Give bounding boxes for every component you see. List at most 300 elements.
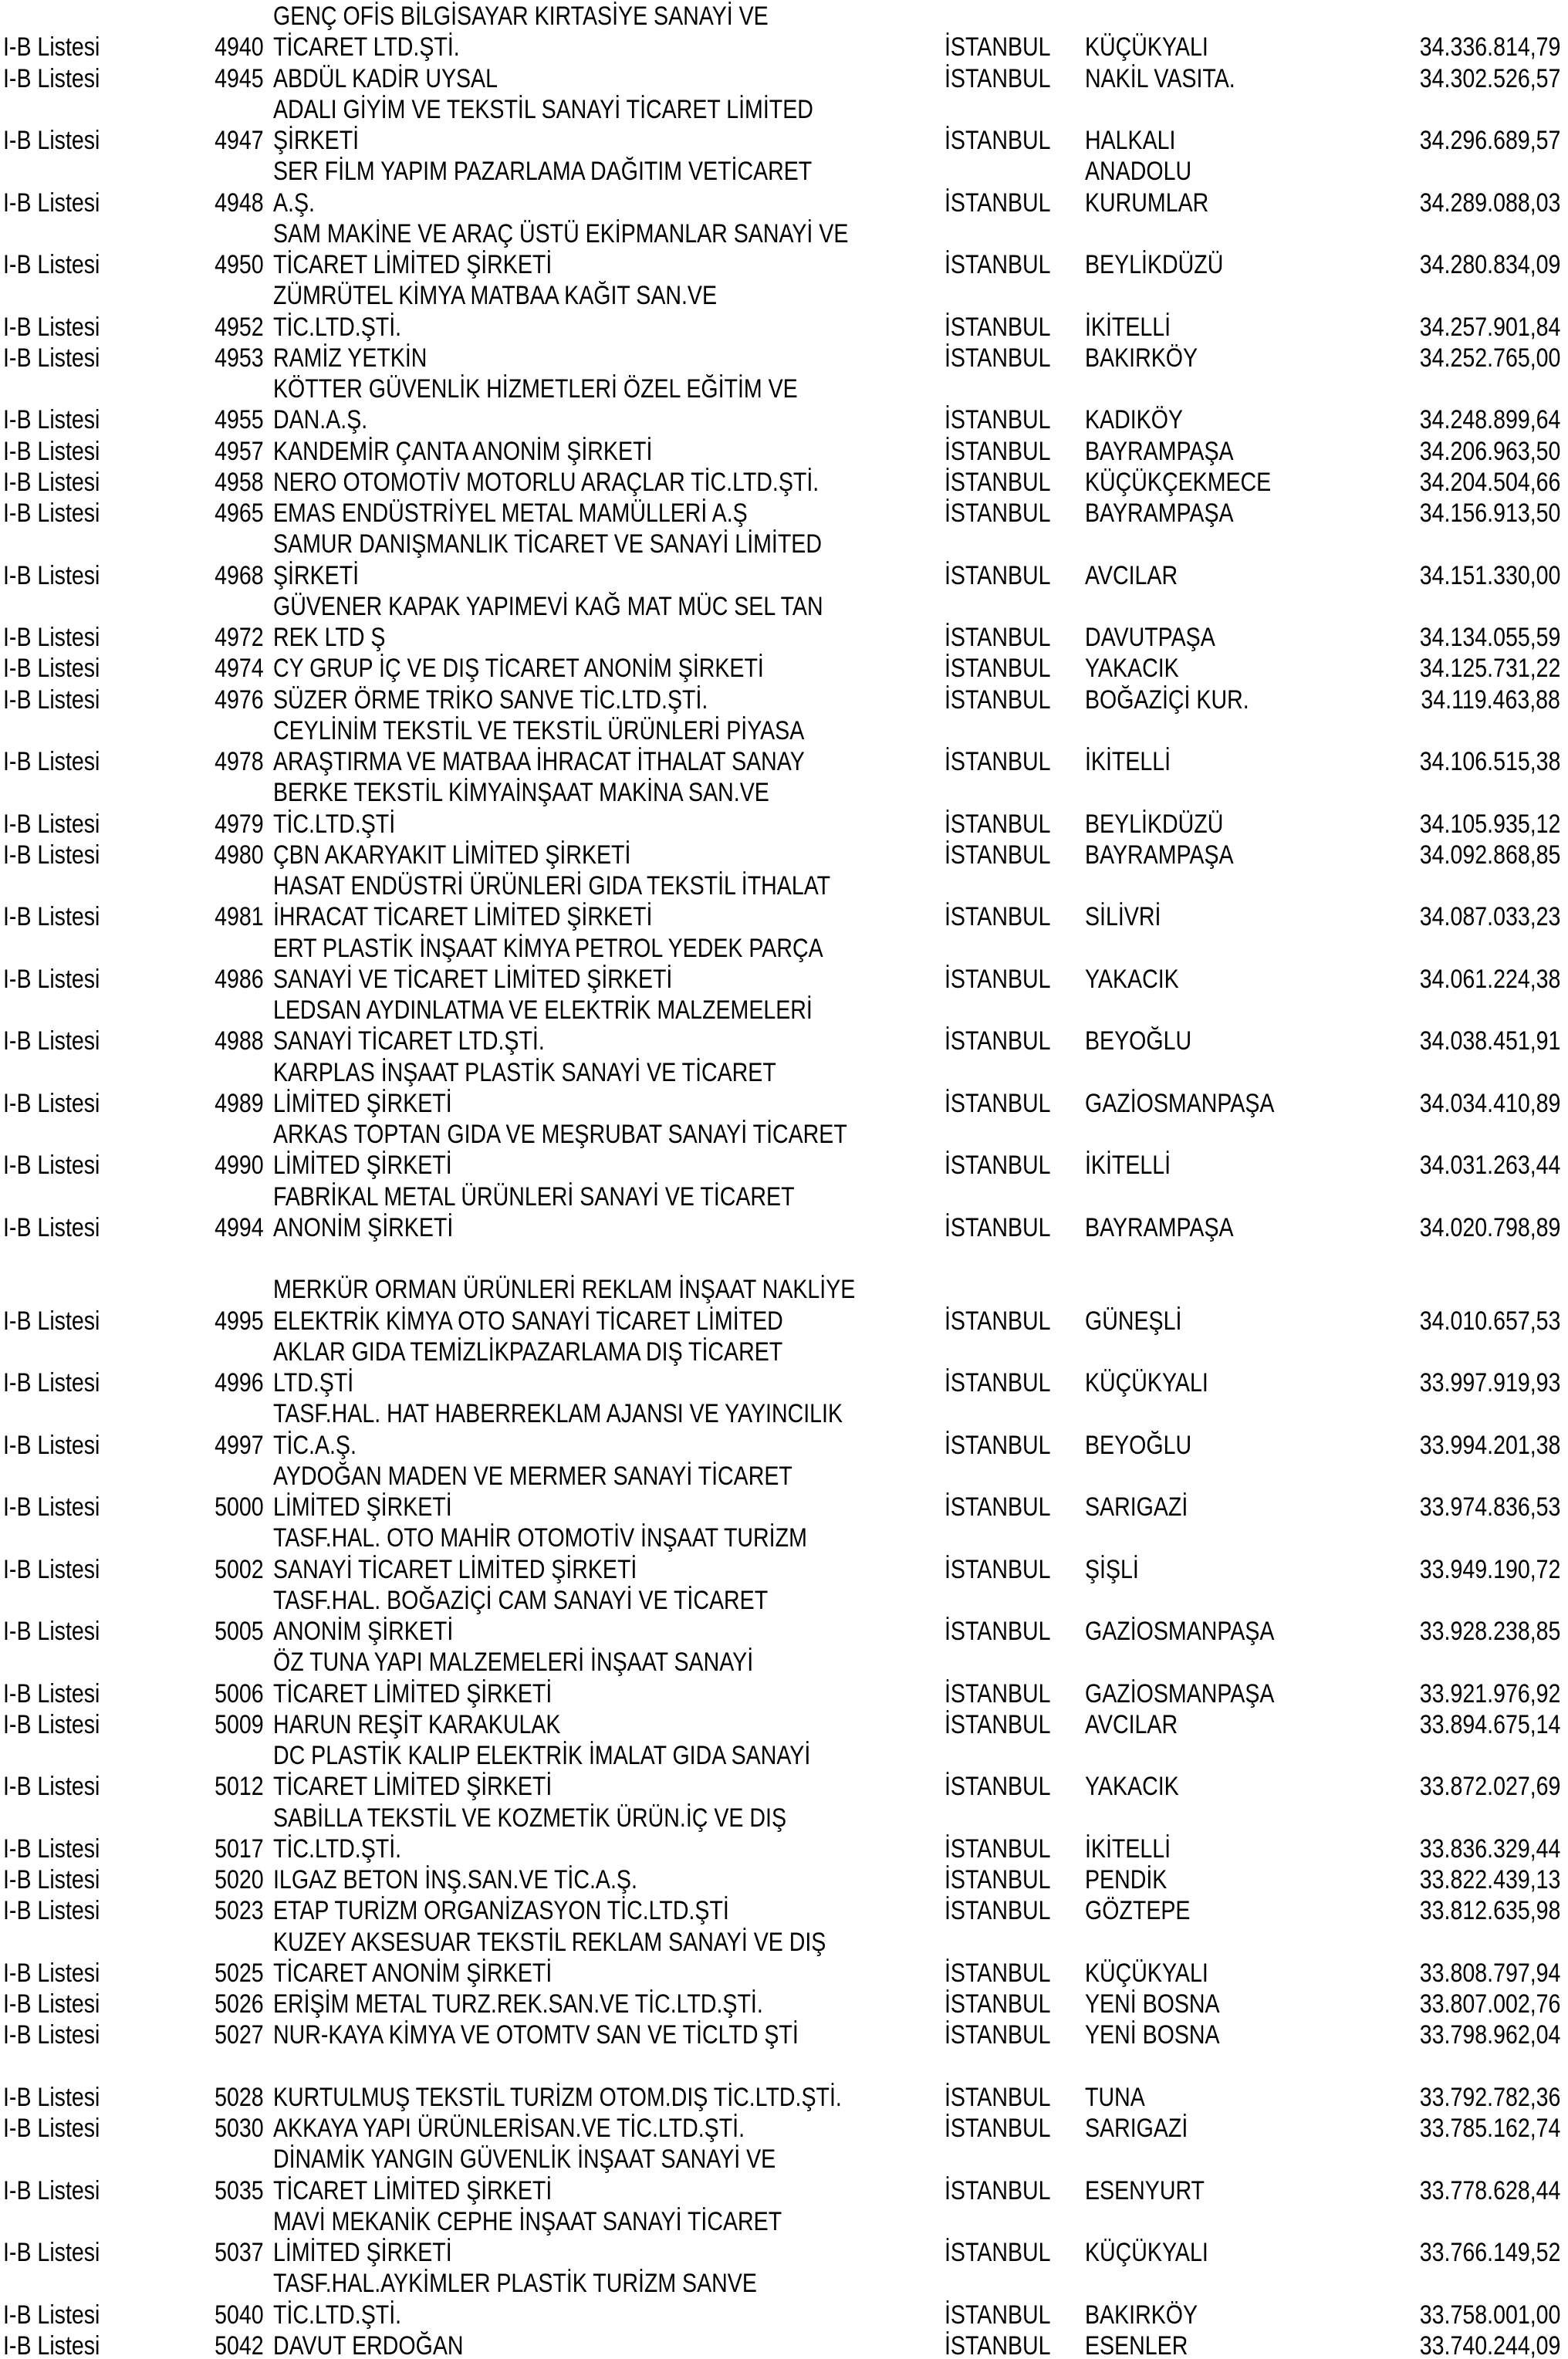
row-rank — [93, 2300, 264, 2330]
company-name — [273, 32, 495, 63]
company-name-text: ANONİM ŞİRKETİ — [273, 1213, 454, 1242]
row-label-text: I-B Listesi — [3, 809, 100, 839]
city — [945, 1150, 1071, 1181]
city — [945, 684, 1071, 715]
row-label-text: I-B Listesi — [3, 1959, 100, 1988]
row-rank — [93, 2237, 264, 2268]
city — [945, 2175, 1071, 2206]
district — [1085, 1864, 1183, 1895]
city — [945, 467, 1071, 498]
company-name-wrap — [273, 933, 928, 964]
row-rank — [93, 32, 264, 63]
company-name — [273, 560, 375, 591]
row-label-text: I-B Listesi — [3, 747, 100, 776]
row-rank — [93, 467, 264, 498]
city — [945, 1709, 1071, 1740]
company-name — [273, 684, 791, 715]
district — [1085, 125, 1193, 156]
table-row-main-line — [0, 1026, 1568, 1056]
row-label-text: I-B Listesi — [3, 654, 100, 683]
company-name-wrap-text: DİNAMİK YANGIN GÜVENLİK İNŞAAT SANAYİ VE — [273, 2144, 776, 2174]
company-name — [273, 1554, 706, 1585]
row-rank — [93, 2019, 264, 2050]
amount-text: 33.740.244,09 — [1419, 2331, 1560, 2359]
table-row-main-line — [0, 746, 1568, 777]
table-row-main-line — [0, 1306, 1568, 1337]
company-name-wrap-text: FABRİKAL METAL ÜRÜNLERİ SANAYİ VE TİCARET — [273, 1182, 795, 1212]
row-rank — [93, 901, 264, 932]
city-text: İSTANBUL — [945, 343, 1051, 373]
district — [1085, 1771, 1197, 1802]
amount-text: 34.092.868,85 — [1419, 840, 1560, 870]
row-label-text: I-B Listesi — [3, 2300, 100, 2330]
table-row-main-line — [0, 2175, 1568, 2206]
table-row-wrap-line — [0, 1647, 1568, 1678]
city-text: İSTANBUL — [945, 1026, 1051, 1056]
table-row-main-line — [0, 1958, 1568, 1989]
city-text: İSTANBUL — [945, 1368, 1051, 1397]
row-rank-text: 4953 — [215, 343, 264, 373]
company-name-wrap-text: DC PLASTİK KALIP ELEKTRİK İMALAT GIDA SANAYİ — [273, 1741, 811, 1770]
amount — [1242, 63, 1560, 94]
table-row-wrap-line — [0, 777, 1568, 808]
company-name-wrap — [273, 1585, 862, 1616]
amount-text: 34.252.765,00 — [1419, 343, 1560, 373]
row-rank-text: 5025 — [215, 1959, 264, 1988]
district — [1085, 32, 1232, 63]
company-name — [273, 343, 456, 373]
amount-text: 34.302.526,57 — [1419, 64, 1560, 93]
company-name-wrap — [273, 2268, 849, 2299]
amount-text: 33.766.149,52 — [1419, 2238, 1560, 2267]
amount-text: 34.336.814,79 — [1419, 32, 1560, 62]
company-name-wrap — [273, 1337, 880, 1367]
district-text: GÖZTEPE — [1085, 1896, 1191, 1925]
amount-text: 34.119.463,88 — [1421, 685, 1560, 715]
company-name-text: İHRACAT TİCARET LİMİTED ŞİRKETİ — [273, 902, 653, 931]
table-row-wrap-line — [0, 156, 1568, 187]
company-name-text: DAN.A.Ş. — [273, 405, 368, 434]
row-rank-text: 4952 — [215, 313, 264, 342]
city — [945, 1492, 1071, 1523]
company-name — [273, 2175, 605, 2206]
city-text: İSTANBUL — [945, 1989, 1051, 2019]
company-name-wrap-text: SAM MAKİNE VE ARAÇ ÜSTÜ EKİPMANLAR SANAYİ VE — [273, 219, 849, 248]
company-name-wrap-text: SAMUR DANIŞMANLIK TİCARET VE SANAYİ LİMİTED — [273, 529, 822, 559]
row-label-text: I-B Listesi — [3, 1772, 100, 1801]
amount-text: 33.894.675,14 — [1419, 1710, 1560, 1739]
row-label-text: I-B Listesi — [3, 313, 100, 342]
city-text: İSTANBUL — [945, 902, 1051, 931]
row-rank-text: 5030 — [215, 2114, 264, 2143]
row-rank-text: 4990 — [215, 1151, 264, 1180]
district — [1085, 901, 1175, 932]
company-name-text: EMAS ENDÜSTRİYEL METAL MAMÜLLERİ A.Ş — [273, 498, 748, 528]
district — [1085, 2175, 1228, 2206]
company-name-text: ETAP TURİZM ORGANİZASYON TİC.LTD.ŞTİ — [273, 1896, 729, 1925]
table-row-wrap-line — [0, 870, 1568, 901]
table-row-main-line — [0, 2237, 1568, 2268]
row-label-text: I-B Listesi — [3, 1026, 100, 1056]
row-label-text: I-B Listesi — [3, 685, 100, 715]
city — [945, 2330, 1071, 2359]
row-rank — [93, 1864, 264, 1895]
district — [1085, 343, 1219, 373]
city — [945, 560, 1071, 591]
row-rank-text: 4996 — [215, 1368, 264, 1397]
row-rank — [93, 125, 264, 156]
amount-text: 33.785.162,74 — [1419, 2114, 1560, 2143]
table-row-wrap-line — [0, 933, 1568, 964]
row-rank — [93, 2330, 264, 2359]
district-text: KADIKÖY — [1085, 405, 1183, 434]
amount — [1242, 840, 1560, 870]
table-row-main-line — [0, 312, 1568, 343]
district-text: HALKALI — [1085, 126, 1176, 155]
company-name-wrap — [273, 715, 905, 746]
amount — [1242, 622, 1560, 653]
company-name-wrap — [273, 1523, 909, 1553]
city — [945, 32, 1071, 63]
city — [945, 2019, 1071, 2050]
district-text: KÜÇÜKYALI — [1085, 32, 1208, 62]
city-text: İSTANBUL — [945, 685, 1051, 715]
company-name-text: DAVUT ERDOĞAN — [273, 2331, 464, 2359]
city-text: İSTANBUL — [945, 1555, 1051, 1584]
city-text: İSTANBUL — [945, 1865, 1051, 1894]
company-name — [273, 1306, 880, 1337]
row-rank-text: 5002 — [215, 1555, 264, 1584]
city-text: İSTANBUL — [945, 965, 1051, 994]
row-label-text: I-B Listesi — [3, 1492, 100, 1522]
city — [945, 1678, 1071, 1709]
company-name-wrap — [273, 529, 926, 559]
district-text: BAYRAMPAŞA — [1085, 437, 1234, 466]
company-name-text: REK LTD Ş — [273, 623, 386, 652]
company-name — [273, 436, 725, 467]
company-name — [273, 622, 407, 653]
table-row-main-line — [0, 1678, 1568, 1709]
company-name-text: TİCARET LİMİTED ŞİRKETİ — [273, 250, 553, 279]
table-row-wrap-line — [0, 1523, 1568, 1553]
row-label-text: I-B Listesi — [3, 840, 100, 870]
city-text: İSTANBUL — [945, 1617, 1051, 1646]
row-rank — [93, 2175, 264, 2206]
table-row-wrap-line — [0, 1337, 1568, 1367]
company-name-text: TİCARET ANONİM ŞİRKETİ — [273, 1959, 553, 1988]
row-label-text: I-B Listesi — [3, 1151, 100, 1180]
district-text: SARIGAZİ — [1085, 2114, 1188, 2143]
city — [945, 1306, 1071, 1337]
company-name — [273, 809, 418, 840]
city-text: İSTANBUL — [945, 623, 1051, 652]
row-rank-text: 4979 — [215, 809, 264, 839]
company-name — [273, 1150, 486, 1181]
amount-text: 33.928.238,85 — [1419, 1617, 1560, 1646]
table-row-wrap-line — [0, 94, 1568, 125]
table-row-wrap-line — [0, 1119, 1568, 1150]
company-name-wrap — [273, 591, 928, 622]
row-rank — [93, 1771, 264, 1802]
company-name — [273, 1026, 596, 1056]
table-row-wrap-line — [0, 373, 1568, 404]
row-label-text: I-B Listesi — [3, 2176, 100, 2205]
row-rank-text: 5023 — [215, 1896, 264, 1925]
district — [1085, 964, 1197, 995]
row-rank-text: 5009 — [215, 1710, 264, 1739]
city — [945, 436, 1071, 467]
table-row-wrap-line — [0, 1585, 1568, 1616]
row-label-text: I-B Listesi — [3, 250, 100, 279]
table-row-main-line — [0, 2019, 1568, 2050]
table-row-main-line — [0, 964, 1568, 995]
company-name-wrap-text: TASF.HAL.AYKİMLER PLASTİK TURİZM SANVE — [273, 2269, 757, 2298]
company-name-wrap-text: ADALI GİYİM VE TEKSTİL SANAYİ TİCARET LİMİTED — [273, 95, 813, 124]
district-text: KÜÇÜKYALI — [1085, 2238, 1208, 2267]
amount-text: 33.778.628,44 — [1419, 2176, 1560, 2205]
row-label-text: I-B Listesi — [3, 1989, 100, 2019]
amount-text: 34.206.963,50 — [1419, 437, 1560, 466]
row-label-text: I-B Listesi — [3, 2331, 100, 2359]
row-rank-text: 5028 — [215, 2083, 264, 2112]
company-name-wrap-text: ARKAS TOPTAN GIDA VE MEŞRUBAT SANAYİ TİCARET — [273, 1120, 847, 1149]
company-name-wrap-text: CEYLİNİM TEKSTİL VE TEKSTİL ÜRÜNLERİ PİYASA — [273, 716, 805, 745]
district — [1085, 1306, 1200, 1337]
row-rank-text: 4955 — [215, 405, 264, 434]
company-name-wrap — [273, 1119, 956, 1150]
row-rank — [93, 809, 264, 840]
amount — [1242, 467, 1560, 498]
district — [1085, 2082, 1157, 2113]
city-text: İSTANBUL — [945, 2020, 1051, 2050]
district-text: NAKİL VASITA. — [1085, 64, 1235, 93]
row-rank — [93, 2082, 264, 2113]
city-text: İSTANBUL — [945, 809, 1051, 839]
amount — [1242, 746, 1560, 777]
city-text: İSTANBUL — [945, 2176, 1051, 2205]
amount — [1242, 1554, 1560, 1585]
district — [1085, 498, 1262, 529]
table-row-wrap-line — [0, 1927, 1568, 1958]
row-rank — [93, 684, 264, 715]
district-text: BEYOĞLU — [1085, 1431, 1192, 1460]
table-row-main-line — [0, 63, 1568, 94]
company-name-wrap-text: AKLAR GIDA TEMİZLİKPAZARLAMA DIŞ TİCARET — [273, 1337, 783, 1367]
row-rank-text: 4989 — [215, 1089, 264, 1118]
city-text: İSTANBUL — [945, 64, 1051, 93]
row-rank-text: 4994 — [215, 1213, 264, 1242]
district — [1085, 436, 1262, 467]
district-text: BAYRAMPAŞA — [1085, 1213, 1234, 1242]
table-row-main-line — [0, 1088, 1568, 1119]
district — [1085, 1895, 1210, 1926]
company-name-text: AKKAYA YAPI ÜRÜNLERİSAN.VE TİC.LTD.ŞTİ. — [273, 2114, 745, 2143]
amount — [1242, 560, 1560, 591]
city-text: İSTANBUL — [945, 405, 1051, 434]
amount — [1242, 1709, 1560, 1740]
city — [945, 2237, 1071, 2268]
company-name-wrap — [273, 995, 915, 1026]
table-row-main-line — [0, 2330, 1568, 2359]
city — [945, 249, 1071, 280]
table-row-wrap-line — [0, 218, 1568, 249]
company-name — [273, 1212, 488, 1243]
row-rank-text: 4940 — [215, 32, 264, 62]
city-text: İSTANBUL — [945, 468, 1051, 497]
row-rank-text: 4997 — [215, 1431, 264, 1460]
company-name-wrap — [273, 1803, 884, 1833]
row-rank-text: 4945 — [215, 64, 264, 93]
company-name — [273, 840, 699, 870]
city — [945, 901, 1071, 932]
company-name-text: TİCARET LİMİTED ŞİRKETİ — [273, 2176, 553, 2205]
district — [1085, 2330, 1208, 2359]
district-text: AVCILAR — [1085, 561, 1178, 590]
table-row-wrap-line — [0, 2206, 1568, 2237]
amount — [1242, 2019, 1560, 2050]
row-label-text: I-B Listesi — [3, 1896, 100, 1925]
city-text: İSTANBUL — [945, 1772, 1051, 1801]
city-text: İSTANBUL — [945, 1213, 1051, 1242]
table-row-main-line — [0, 188, 1568, 218]
row-rank — [93, 1958, 264, 1989]
row-rank-text: 4978 — [215, 747, 264, 776]
amount — [1242, 125, 1560, 156]
district-text: TUNA — [1085, 2083, 1145, 2112]
district-text: BEYLİKDÜZÜ — [1085, 250, 1224, 279]
city — [945, 1026, 1071, 1056]
company-name-text: ÇBN AKARYAKIT LİMİTED ŞİRKETİ — [273, 840, 631, 870]
city — [945, 2113, 1071, 2144]
amount-text: 34.105.935,12 — [1419, 809, 1560, 839]
table-row-main-line — [0, 343, 1568, 373]
company-name — [273, 1833, 426, 1864]
district-text: GAZİOSMANPAŞA — [1085, 1089, 1275, 1118]
city-text: İSTANBUL — [945, 250, 1051, 279]
district-wrap-text: ANADOLU — [1085, 157, 1192, 186]
district — [1085, 2019, 1245, 2050]
district — [1085, 809, 1250, 840]
company-name-text: TİC.LTD.ŞTİ. — [273, 313, 402, 342]
row-rank-text: 5027 — [215, 2020, 264, 2050]
company-name — [273, 2300, 426, 2330]
district — [1085, 2113, 1208, 2144]
district — [1085, 1989, 1245, 2019]
city — [945, 63, 1071, 94]
company-name — [273, 2082, 950, 2113]
amount — [1242, 1616, 1560, 1647]
city-text: İSTANBUL — [945, 1492, 1051, 1522]
city-text: İSTANBUL — [945, 654, 1051, 683]
amount-text: 33.792.782,36 — [1419, 2083, 1560, 2112]
table-row-main-line — [0, 436, 1568, 467]
row-label-text: I-B Listesi — [3, 902, 100, 931]
company-name — [273, 63, 540, 94]
city — [945, 809, 1071, 840]
company-name-wrap — [273, 1, 863, 32]
amount-text: 33.974.836,53 — [1419, 1492, 1560, 1522]
company-name-text: ELEKTRİK KİMYA OTO SANAYİ TİCARET LİMİTED — [273, 1306, 783, 1336]
amount-text: 33.949.190,72 — [1419, 1555, 1560, 1584]
city-text: İSTANBUL — [945, 126, 1051, 155]
city-text: İSTANBUL — [945, 1679, 1051, 1708]
table-row-wrap-line — [0, 280, 1568, 311]
amount — [1242, 1895, 1560, 1926]
amount — [1242, 188, 1560, 218]
amount — [1242, 809, 1560, 840]
company-name — [273, 1895, 816, 1926]
company-name-text: CY GRUP İÇ VE DIŞ TİCARET ANONİM ŞİRKETİ — [273, 654, 764, 683]
row-rank — [93, 840, 264, 870]
row-rank — [93, 63, 264, 94]
amount-text: 34.151.330,00 — [1419, 561, 1560, 590]
row-label-text: I-B Listesi — [3, 64, 100, 93]
company-name-wrap — [273, 870, 937, 901]
district-text: SARIGAZİ — [1085, 1492, 1188, 1522]
row-rank-text: 4958 — [215, 468, 264, 497]
company-name-text: KANDEMİR ÇANTA ANONİM ŞİRKETİ — [273, 437, 653, 466]
city — [945, 1895, 1071, 1926]
amount-text: 33.836.329,44 — [1419, 1834, 1560, 1864]
amount — [1242, 1367, 1560, 1398]
district — [1085, 2300, 1219, 2330]
city — [945, 1989, 1071, 2019]
amount-text: 33.921.976,92 — [1419, 1679, 1560, 1708]
table-row-wrap-line — [0, 1740, 1568, 1771]
table-row-wrap-line — [0, 715, 1568, 746]
company-name-wrap — [273, 280, 802, 311]
row-rank-text: 4948 — [215, 188, 264, 218]
company-name-wrap-text: BERKE TEKSTİL KİMYAİNŞAAT MAKİNA SAN.VE — [273, 778, 769, 807]
city — [945, 964, 1071, 995]
city-text: İSTANBUL — [945, 1896, 1051, 1925]
company-name-wrap — [273, 1461, 891, 1492]
district-text: İKİTELLİ — [1085, 1151, 1171, 1180]
amount-text: 34.038.451,91 — [1419, 1026, 1560, 1056]
amount — [1242, 1212, 1560, 1243]
district-text: BOĞAZİÇİ KUR. — [1085, 685, 1249, 715]
city-text: İSTANBUL — [945, 1710, 1051, 1739]
company-name-text: ARAŞTIRMA VE MATBAA İHRACAT İTHALAT SANAY — [273, 747, 805, 776]
district-text: YAKACIK — [1085, 654, 1179, 683]
company-name — [273, 125, 375, 156]
district — [1085, 249, 1250, 280]
row-label-text: I-B Listesi — [3, 2238, 100, 2267]
amount-text: 34.280.834,09 — [1419, 250, 1560, 279]
city — [945, 1771, 1071, 1802]
row-label-text: I-B Listesi — [3, 1213, 100, 1242]
table-row-main-line — [0, 32, 1568, 63]
city — [945, 653, 1071, 684]
district-text: BAKIRKÖY — [1085, 343, 1198, 373]
city-text: İSTANBUL — [945, 1089, 1051, 1118]
company-name — [273, 2019, 899, 2050]
table-row-main-line — [0, 249, 1568, 280]
company-name-text: LİMİTED ŞİRKETİ — [273, 1151, 452, 1180]
district-text: PENDİK — [1085, 1865, 1168, 1894]
row-rank-text: 5037 — [215, 2238, 264, 2267]
district-text: İKİTELLİ — [1085, 1834, 1171, 1864]
city — [945, 1367, 1071, 1398]
company-name-text: LİMİTED ŞİRKETİ — [273, 1492, 452, 1522]
row-rank-text: 5006 — [215, 1679, 264, 1708]
amount-text: 34.106.515,38 — [1419, 747, 1560, 776]
company-name-wrap-text: GÜVENER KAPAK YAPIMEVİ KAĞ MAT MÜC SEL TAN — [273, 592, 823, 621]
district — [1085, 63, 1264, 94]
row-label-text: I-B Listesi — [3, 1431, 100, 1460]
amount-text: 33.822.439,13 — [1419, 1865, 1560, 1894]
amount — [1242, 343, 1560, 373]
